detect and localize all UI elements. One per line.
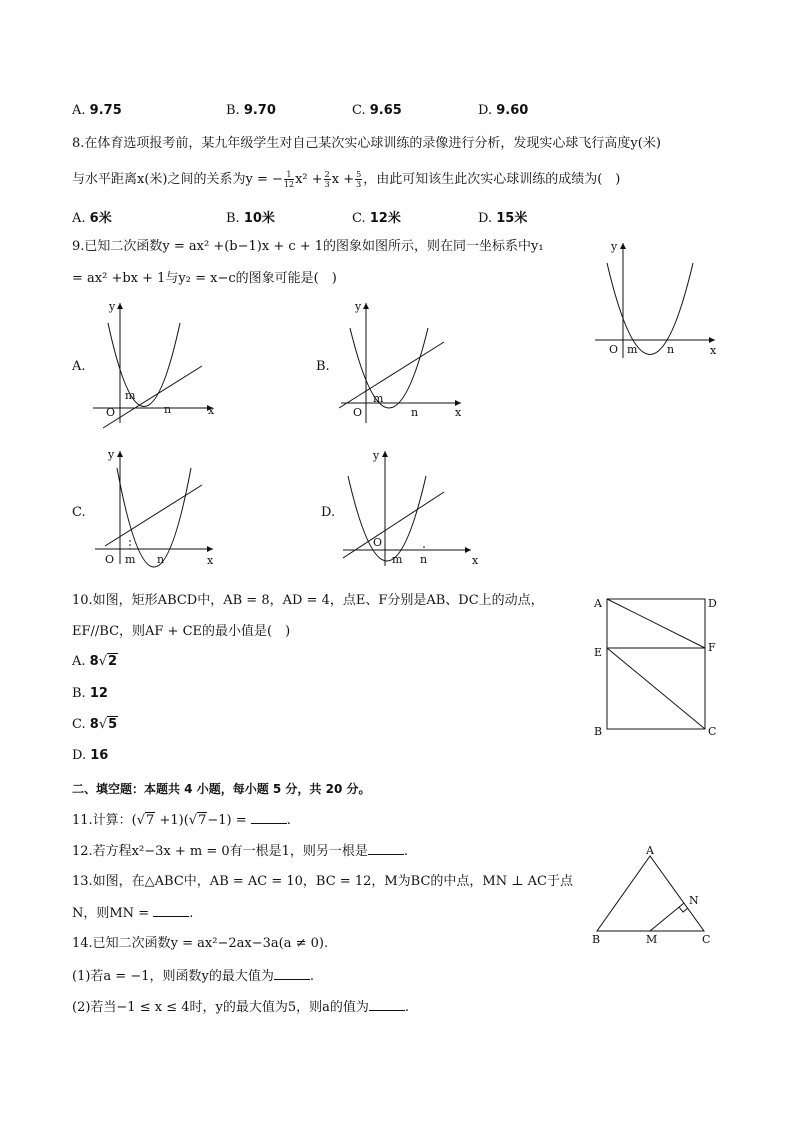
q9-ref-n-label: n (667, 343, 675, 356)
q10-line2: EF//BC，则AF + CE的最小值是( ) (72, 624, 291, 639)
q10-label-f: F (708, 641, 716, 654)
q13-label-a: A (646, 844, 654, 857)
q13-line1: 13.如图，在△ABC中，AB = AC = 10，BC = 12，M为BC的中点，MN ⊥ AC于点 (72, 874, 573, 889)
q10-label-a: A (594, 597, 602, 610)
q8-line1: 8.在体育选项报考前，某九年级学生对自己某次实心球训练的录像进行分析，发现实心球飞行高度y(米) (72, 136, 661, 151)
q7-option-a: A. 9.75 (72, 103, 122, 118)
q10-label-e: E (594, 646, 603, 659)
q7-option-d: D. 9.60 (478, 103, 529, 118)
q9-line1: 9.已知二次函数y = ax² +(b−1)x + c + 1的图象如图所示，则在同一坐标系中y₁ (72, 239, 544, 254)
q10-option-c: C. 8√5 (72, 717, 118, 732)
q9-a-y-label: y (109, 300, 116, 313)
q9-ref-m-label: m (627, 343, 638, 356)
q9-option-b-label: B. (316, 359, 330, 374)
q12-line: 12.若方程x²−3x + m = 0有一根是1，则另一根是 . (72, 844, 409, 859)
q9-b-n-label: n (411, 406, 419, 419)
q9-ref-y-label: y (611, 240, 618, 253)
section2-title: 二、填空题：本题共 4 小题，每小题 5 分，共 20 分。 (72, 782, 371, 796)
q10-option-a: A. 8√2 (72, 654, 118, 669)
q13-blank[interactable] (153, 904, 189, 917)
q13-line2: N，则MN = . (72, 906, 194, 921)
q14-line3: (2)若当−1 ≤ x ≤ 4时，y的最大值为5，则a的值为 . (72, 1000, 410, 1015)
q8-option-a: A. 6米 (72, 211, 112, 226)
q10-label-b: B (594, 725, 603, 738)
q9-option-a-label: A. (72, 359, 86, 374)
q9-b-m-label: m (373, 392, 384, 405)
q9-line2: = ax² +bx + 1与y₂ = x−c的图象可能是( ) (72, 271, 337, 286)
q9-ref-x-label: x (710, 344, 717, 357)
q10-rectangle-figure (590, 590, 730, 740)
q10-line1: 10.如图，矩形ABCD中，AB = 8，AD = 4，点E、F分别是AB、DC上的动点， (72, 593, 544, 608)
q10-option-d: D. 16 (72, 748, 109, 763)
q9-a-x-label: x (208, 404, 215, 417)
q9-d-origin-label: O (373, 536, 383, 549)
q9-a-origin-label: O (106, 406, 116, 419)
q9-option-d-graph (338, 446, 483, 576)
q9-c-origin-label: O (105, 553, 115, 566)
q9-b-origin-label: O (353, 406, 363, 419)
q9-a-n-label: n (164, 403, 172, 416)
q14-blank-1[interactable] (274, 967, 310, 980)
q8-option-c: C. 12米 (352, 211, 401, 226)
q9-c-n-label: n (157, 553, 165, 566)
q9-d-y-label: y (373, 449, 380, 462)
q9-option-c-label: C. (72, 505, 86, 520)
q9-b-y-label: y (355, 300, 362, 313)
q11-blank[interactable] (251, 811, 287, 824)
q10-option-b: B. 12 (72, 686, 108, 701)
q14-line2: (1)若a = −1，则函数y的最大值为 . (72, 969, 314, 984)
q9-c-x-label: x (207, 554, 214, 567)
q9-d-x-label: x (472, 554, 479, 567)
q9-option-a-graph (88, 298, 223, 433)
q9-ref-origin-label: O (609, 343, 619, 356)
q13-triangle-figure (588, 842, 718, 950)
q14-line1: 14.已知二次函数y = ax²−2ax−3a(a ≠ 0). (72, 936, 329, 951)
q13-label-n: N (689, 894, 699, 907)
q7-option-b: B. 9.70 (226, 103, 276, 118)
q9-c-m-label: m (125, 553, 136, 566)
q8-option-d: D. 15米 (478, 211, 528, 226)
q10-label-d: D (708, 597, 717, 610)
q9-option-d-label: D. (321, 505, 336, 520)
q8-line2: 与水平距离x(米)之间的关系为y = − $\frac{1}{12}$ x² + $\frac{2}{3}$ x + $\frac{5}{3}$ ，由此可知该生此次实心球训练的成绩为( ) (72, 170, 621, 189)
q8-option-b: B. 10米 (226, 211, 275, 226)
q13-label-m: M (646, 933, 658, 946)
q13-label-c: C (702, 933, 711, 946)
q13-label-b: B (592, 933, 601, 946)
q12-blank[interactable] (368, 842, 404, 855)
q9-c-y-label: y (108, 448, 115, 461)
q10-label-c: C (708, 725, 717, 738)
q9-d-n-label: n (420, 553, 428, 566)
q9-reference-graph (590, 238, 730, 363)
q9-option-c-graph (90, 446, 225, 576)
q11-line: 11.计算：(√7 +1)(√7−1) = . (72, 813, 291, 828)
q9-b-x-label: x (455, 406, 462, 419)
q9-a-m-label: m (125, 389, 136, 402)
q9-d-m-label: m (392, 553, 403, 566)
q7-option-c: C. 9.65 (352, 103, 402, 118)
q9-option-b-graph (336, 298, 471, 433)
q14-blank-2[interactable] (369, 998, 405, 1011)
